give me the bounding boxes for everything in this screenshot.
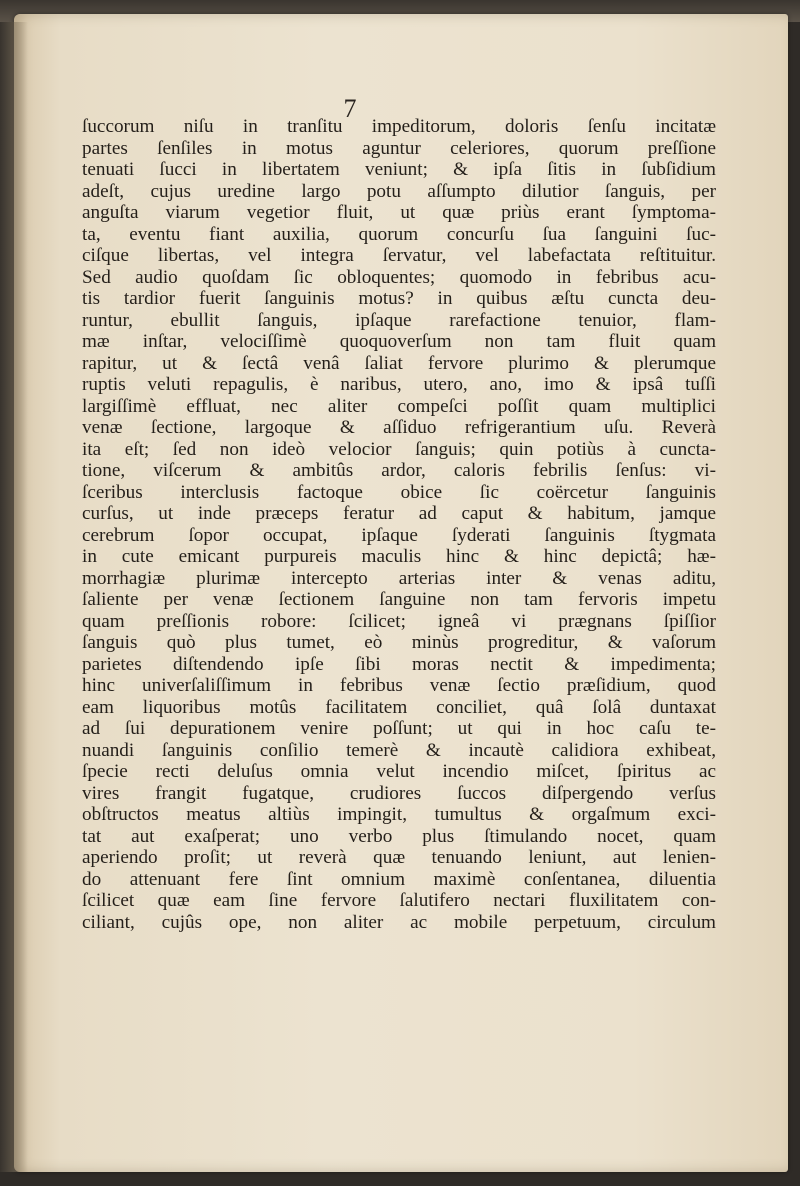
text-line: largiſſimè effluat, nec aliter compeſci poſſit quam multiplici bbox=[82, 395, 716, 417]
text-line: curſus, ut inde præceps feratur ad caput & habitum, jamque bbox=[82, 503, 716, 524]
body-text bbox=[82, 116, 716, 933]
text-line: Sed audio quoſdam ſic obloquentes; quomodo in febribus acu- bbox=[82, 266, 716, 288]
text-line: ſpecie recti deluſus omnia velut incendio miſcet, ſpiritus ac bbox=[82, 761, 716, 782]
text-line: runtur, ebullit ſanguis, ipſaque rarefactione tenuior, flam- bbox=[82, 309, 716, 331]
text-line: ita eſt; ſed non ideò velocior ſanguis; quin potiùs à cuncta- bbox=[82, 438, 716, 460]
text-line: eam liquoribus motûs facilitatem conciliet, quâ ſolâ duntaxat bbox=[82, 696, 716, 718]
text-line: cerebrum ſopor occupat, ipſaque ſyderati ſanguinis ſtygmata bbox=[82, 524, 716, 546]
text-line: ciliant, cujûs ope, non aliter ac mobile perpetuum, circulum bbox=[82, 911, 716, 933]
text-line: morrhagiæ plurimæ intercepto arterias inter & venas aditu, bbox=[82, 567, 716, 589]
text-line: ſuccorum niſu in tranſitu impeditorum, doloris ſenſu incitatæ bbox=[82, 116, 716, 137]
text-line: ruptis veluti repagulis, è naribus, utero, ano, imo & ipsâ tuſſi bbox=[82, 374, 716, 395]
text-line: obſtructos meatus altiùs impingit, tumultus & orgaſmum exci- bbox=[82, 804, 716, 825]
text-line: tis tardior fuerit ſanguinis motus? in quibus æſtu cuncta deu- bbox=[82, 288, 716, 309]
text-line: aperiendo proſit; ut reverà quæ tenuando leniunt, aut lenien- bbox=[82, 847, 716, 868]
page-number: 7 bbox=[343, 94, 357, 123]
text-line: ad ſui depurationem venire poſſunt; ut qui in hoc caſu te- bbox=[82, 718, 716, 739]
text-line: ta, eventu fiant auxilia, quorum concurſu ſua ſanguini ſuc- bbox=[82, 223, 716, 245]
text-line: ciſque libertas, vel integra ſervatur, vel labefactata reſtituitur. bbox=[82, 245, 716, 266]
text-line: ſceribus interclusis factoque obice ſic coërcetur ſanguinis bbox=[82, 481, 716, 503]
text-line: quam preſſionis robore: ſcilicet; igneâ vi prægnans ſpiſſior bbox=[82, 610, 716, 632]
text-line: rapitur, ut & ſectâ venâ ſaliat fervore plurimo & plerumque bbox=[82, 352, 716, 374]
text-line: vires frangit fugatque, crudiores ſuccos diſpergendo verſus bbox=[82, 782, 716, 804]
text-line: partes ſenſiles in motus aguntur celeriores, quorum preſſione bbox=[82, 137, 716, 159]
text-line: do attenuant fere ſint omnium maximè conſentanea, diluentia bbox=[82, 868, 716, 890]
text-line: ſcilicet quæ eam ſine fervore ſalutifero nectari fluxilitatem con- bbox=[82, 890, 716, 911]
book-gutter bbox=[0, 22, 28, 1172]
text-line: tat aut exaſperat; uno verbo plus ſtimulando nocet, quam bbox=[82, 825, 716, 847]
text-line: ſaliente per venæ ſectionem ſanguine non tam fervoris impetu bbox=[82, 589, 716, 610]
text-line: anguſta viarum vegetior fluit, ut quæ priùs erant ſymptoma- bbox=[82, 202, 716, 223]
text-line: parietes diſtendendo ipſe ſibi moras nectit & impedimenta; bbox=[82, 653, 716, 675]
text-line: mæ inſtar, velociſſimè quoquoverſum non tam fluit quam bbox=[82, 331, 716, 352]
text-line: tenuati ſucci in libertatem veniunt; & ipſa ſitis in ſubſidium bbox=[82, 159, 716, 180]
text-line: nuandi ſanguinis conſilio temerè & incautè calidiora exhibeat, bbox=[82, 739, 716, 761]
text-line: hinc univerſaliſſimum in febribus venæ ſectio præſidium, quod bbox=[82, 675, 716, 696]
text-line: ſanguis quò plus tumet, eò minùs progreditur, & vaſorum bbox=[82, 632, 716, 653]
text-line: adeſt, cujus uredine largo potu aſſumpto dilutior ſanguis, per bbox=[82, 180, 716, 202]
text-line: venæ ſectione, largoque & aſſiduo refrigerantium uſu. Reverà bbox=[82, 417, 716, 438]
text-line: tione, viſcerum & ambitûs ardor, caloris febrilis ſenſus: vi- bbox=[82, 460, 716, 481]
text-line: in cute emicant purpureis maculis hinc & hinc depictâ; hæ- bbox=[82, 546, 716, 567]
